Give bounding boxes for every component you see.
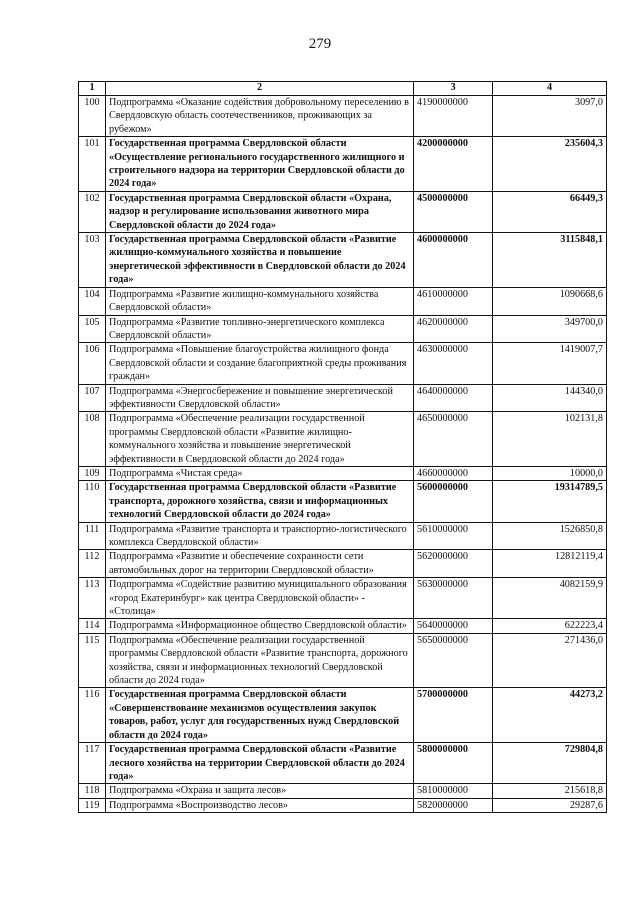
table-body <box>79 96 607 813</box>
table-row <box>79 798 607 812</box>
table-row <box>79 688 607 743</box>
program-name-cell: Государственная программа Свердловской области «Совершенствование механизмов осуществления закупок товаров, работ, услуг для государственных нужд Свердловской области до 2024 года» <box>106 688 414 743</box>
amount-cell: 12812119,4 <box>493 550 607 578</box>
table-row <box>79 481 607 522</box>
program-name-cell: Государственная программа Свердловской области «Осуществление регионального государственного жилищного и строительного надзора на территории Свердловской области до 2024 года» <box>106 137 414 192</box>
table-row <box>79 522 607 550</box>
table-row <box>79 233 607 288</box>
program-code-cell: 4610000000 <box>414 287 493 315</box>
amount-cell: 729804,8 <box>493 743 607 784</box>
amount-cell: 349700,0 <box>493 315 607 343</box>
row-number-cell: 112 <box>79 550 106 578</box>
program-name-cell: Подпрограмма «Развитие жилищно-коммунального хозяйства Свердловской области» <box>106 287 414 315</box>
table-row <box>79 384 607 412</box>
row-number-cell: 103 <box>79 233 106 288</box>
table-row <box>79 550 607 578</box>
program-name-cell: Подпрограмма «Оказание содействия добровольному переселению в Свердловскую область соотечественников, проживающих за рубежом» <box>106 96 414 137</box>
row-number-cell: 115 <box>79 633 106 688</box>
amount-cell: 4082159,9 <box>493 578 607 619</box>
program-code-cell: 5610000000 <box>414 522 493 550</box>
program-code-cell: 4600000000 <box>414 233 493 288</box>
column-header-name: 2 <box>106 82 414 96</box>
program-code-cell: 5700000000 <box>414 688 493 743</box>
program-name-cell: Подпрограмма «Энергосбережение и повышение энергетической эффективности Свердловской области» <box>106 384 414 412</box>
program-code-cell: 5600000000 <box>414 481 493 522</box>
program-name-cell: Подпрограмма «Содействие развитию муниципального образования «город Екатеринбург» как центра Свердловской области» - «Столица» <box>106 578 414 619</box>
page-number: 279 <box>308 36 332 52</box>
table-row <box>79 137 607 192</box>
row-number-cell: 118 <box>79 784 106 798</box>
row-number-cell: 117 <box>79 743 106 784</box>
table-row <box>79 633 607 688</box>
row-number-cell: 101 <box>79 137 106 192</box>
program-code-cell: 5650000000 <box>414 633 493 688</box>
column-header-amount: 4 <box>493 82 607 96</box>
row-number-cell: 119 <box>79 798 106 812</box>
program-code-cell: 5820000000 <box>414 798 493 812</box>
amount-cell: 44273,2 <box>493 688 607 743</box>
table-row <box>79 287 607 315</box>
table-row <box>79 743 607 784</box>
row-number-cell: 111 <box>79 522 106 550</box>
amount-cell: 235604,3 <box>493 137 607 192</box>
column-header-code: 3 <box>414 82 493 96</box>
row-number-cell: 104 <box>79 287 106 315</box>
amount-cell: 1090668,6 <box>493 287 607 315</box>
row-number-cell: 106 <box>79 343 106 384</box>
amount-cell: 3097,0 <box>493 96 607 137</box>
table-header-row <box>79 82 607 96</box>
program-name-cell: Государственная программа Свердловской области «Развитие жилищно-коммунального хозяйства и повышение энергетической эффективности в Свердловской области до 2024 года» <box>106 233 414 288</box>
program-code-cell: 4640000000 <box>414 384 493 412</box>
row-number-cell: 105 <box>79 315 106 343</box>
amount-cell: 102131,8 <box>493 412 607 467</box>
table-row <box>79 578 607 619</box>
program-name-cell: Подпрограмма «Охрана и защита лесов» <box>106 784 414 798</box>
table-row <box>79 315 607 343</box>
row-number-cell: 113 <box>79 578 106 619</box>
program-code-cell: 4200000000 <box>414 137 493 192</box>
amount-cell: 10000,0 <box>493 466 607 480</box>
program-name-cell: Подпрограмма «Обеспечение реализации государственной программы Свердловской области «Развитие жилищно-коммунального хозяйства и повышение энергетической эффективности в Свердловской области до 2024 года» <box>106 412 414 467</box>
program-code-cell: 5640000000 <box>414 619 493 633</box>
program-name-cell: Подпрограмма «Повышение благоустройства жилищного фонда Свердловской области и создание благоприятной среды проживания граждан» <box>106 343 414 384</box>
table-row <box>79 784 607 798</box>
program-code-cell: 5800000000 <box>414 743 493 784</box>
program-name-cell: Государственная программа Свердловской области «Охрана, надзор и регулирование использования животного мира Свердловской области до 2024 года» <box>106 191 414 232</box>
program-name-cell: Подпрограмма «Развитие транспорта и транспортно-логистического комплекса Свердловской области» <box>106 522 414 550</box>
program-code-cell: 4500000000 <box>414 191 493 232</box>
program-code-cell: 4650000000 <box>414 412 493 467</box>
program-name-cell: Подпрограмма «Информационное общество Свердловской области» <box>106 619 414 633</box>
table-row <box>79 191 607 232</box>
amount-cell: 215618,8 <box>493 784 607 798</box>
program-code-cell: 5630000000 <box>414 578 493 619</box>
row-number-cell: 100 <box>79 96 106 137</box>
amount-cell: 1419007,7 <box>493 343 607 384</box>
row-number-cell: 107 <box>79 384 106 412</box>
program-name-cell: Подпрограмма «Чистая среда» <box>106 466 414 480</box>
amount-cell: 622223,4 <box>493 619 607 633</box>
amount-cell: 66449,3 <box>493 191 607 232</box>
column-header-number: 1 <box>79 82 106 96</box>
amount-cell: 3115848,1 <box>493 233 607 288</box>
program-code-cell: 5620000000 <box>414 550 493 578</box>
table-row <box>79 412 607 467</box>
program-name-cell: Подпрограмма «Обеспечение реализации государственной программы Свердловской области «Развитие транспорта, дорожного хозяйства, связи и информационных технологий Свердловской области до 2024 года» <box>106 633 414 688</box>
table-row <box>79 619 607 633</box>
row-number-cell: 110 <box>79 481 106 522</box>
table-row <box>79 96 607 137</box>
amount-cell: 1526850,8 <box>493 522 607 550</box>
row-number-cell: 108 <box>79 412 106 467</box>
row-number-cell: 116 <box>79 688 106 743</box>
program-name-cell: Государственная программа Свердловской области «Развитие лесного хозяйства на территории Свердловской области до 2024 года» <box>106 743 414 784</box>
row-number-cell: 109 <box>79 466 106 480</box>
budget-table <box>78 81 607 813</box>
program-code-cell: 4660000000 <box>414 466 493 480</box>
amount-cell: 29287,6 <box>493 798 607 812</box>
program-name-cell: Подпрограмма «Развитие и обеспечение сохранности сети автомобильных дорог на территории Свердловской области» <box>106 550 414 578</box>
program-code-cell: 5810000000 <box>414 784 493 798</box>
program-code-cell: 4190000000 <box>414 96 493 137</box>
amount-cell: 19314789,5 <box>493 481 607 522</box>
program-code-cell: 4620000000 <box>414 315 493 343</box>
table-row <box>79 343 607 384</box>
table-row <box>79 466 607 480</box>
program-name-cell: Подпрограмма «Воспроизводство лесов» <box>106 798 414 812</box>
program-name-cell: Подпрограмма «Развитие топливно-энергетического комплекса Свердловской области» <box>106 315 414 343</box>
row-number-cell: 102 <box>79 191 106 232</box>
amount-cell: 144340,0 <box>493 384 607 412</box>
amount-cell: 271436,0 <box>493 633 607 688</box>
row-number-cell: 114 <box>79 619 106 633</box>
program-name-cell: Государственная программа Свердловской области «Развитие транспорта, дорожного хозяйства, связи и информационных технологий Свердловской области до 2024 года» <box>106 481 414 522</box>
program-code-cell: 4630000000 <box>414 343 493 384</box>
